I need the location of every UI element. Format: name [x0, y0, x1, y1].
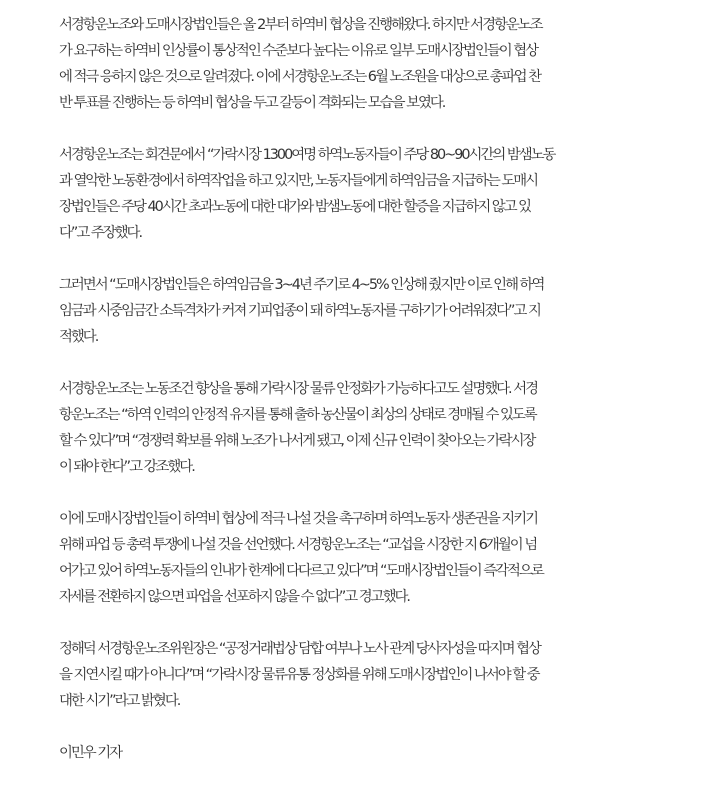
paragraph-line: 가 요구하는 하역비 인상률이 통상적인 수준보다 높다는 이유로 일부 도매시장법인들이 협상 [59, 43, 537, 59]
paragraph-line: 임금과 시중임금간 소득격차가 커져 기피업종이 돼 하역노동자를 구하기가 어려워졌다”고 지 [59, 303, 540, 319]
paragraph-6 [59, 636, 707, 714]
paragraph-line: 어가고 있어 하역노동자들의 인내가 한계에 다다르고 있다”며 “도매시장법인들이 즉각적으로 [59, 563, 543, 579]
paragraph-line: 항운노조는 “하역 인력의 안정적 유지를 통해 출하 농산물이 최상의 상태로 경매될 수 있도록 [59, 407, 536, 423]
paragraph-line: 반 투표를 진행하는 등 하역비 협상을 두고 갈등이 격화되는 모습을 보였다. [59, 95, 445, 111]
byline-text: 이민우 기자 [59, 745, 122, 761]
paragraph-5 [59, 506, 707, 610]
paragraph-line: 이 돼야 한다”고 강조했다. [59, 459, 194, 475]
paragraph-line: 적했다. [59, 329, 98, 345]
paragraph-1 [59, 12, 707, 116]
paragraph-line: 과 열악한 노동환경에서 하역작업을 하고 있지만, 노동자들에게 하역임금을 지급하는 도매시 [59, 173, 537, 189]
paragraph-line: 자세를 전환하지 않으면 파업을 선포하지 않을 수 없다”고 경고했다. [59, 589, 409, 605]
paragraph-line: 장법인들은 주당 40시간 초과노동에 대한 대가와 밤샘노동에 대한 할증을 지급하지 않고 있 [59, 199, 531, 215]
paragraph-2 [59, 142, 707, 246]
paragraph-line: 에 적극 응하지 않은 것으로 알려졌다. 이에 서경항운노조는 6월 노조원을 대상으로 총파업 찬 [59, 69, 540, 85]
paragraph-line: 서경항운노조와 도매시장법인들은 올 2부터 하역비 협상을 진행해왔다. 하지만 서경항운노조 [59, 17, 542, 33]
paragraph-line: 이에 도매시장법인들이 하역비 협상에 적극 나설 것을 촉구하며 하역노동자 생존권을 지키기 [59, 511, 537, 527]
paragraph-line: 대한 시기”라고 밝혔다. [59, 693, 180, 709]
article-body [59, 12, 707, 766]
paragraph-4 [59, 376, 707, 480]
paragraph-line: 다”고 주장했다. [59, 225, 142, 241]
paragraph-line: 서경항운노조는 노동조건 향상을 통해 가락시장 물류 안정화가 가능하다고도 설명했다. 서경 [59, 381, 537, 397]
paragraph-line: 할 수 있다”며 “경쟁력 확보를 위해 노조가 나서게 됐고, 이제 신규 인력이 찾아오는 가락시장 [59, 433, 535, 449]
paragraph-line: 그러면서 “도매시장법인들은 하역임금을 3~4년 주기로 4~5% 인상해 줬지만 이로 인해 하역 [59, 277, 544, 293]
byline [59, 740, 707, 766]
paragraph-line: 위해 파업 등 총력 투쟁에 나설 것을 선언했다. 서경항운노조는 “교섭을 시장한 지 6개월이 넘 [59, 537, 537, 553]
paragraph-3 [59, 272, 707, 350]
paragraph-line: 서경항운노조는 회견문에서 “가락시장 1300여명 하역노동자들이 주당 80~90시간의 밤샘노동 [59, 147, 555, 163]
paragraph-line: 을 지연시킬 때가 아니다”며 “가락시장 물류유통 정상화를 위해 도매시장법인이 나서야 할 중 [59, 667, 539, 683]
paragraph-line: 정해덕 서경항운노조위원장은 “공정거래법상 담합 여부나 노사 관계 당사자성을 따지며 협상 [59, 641, 540, 657]
